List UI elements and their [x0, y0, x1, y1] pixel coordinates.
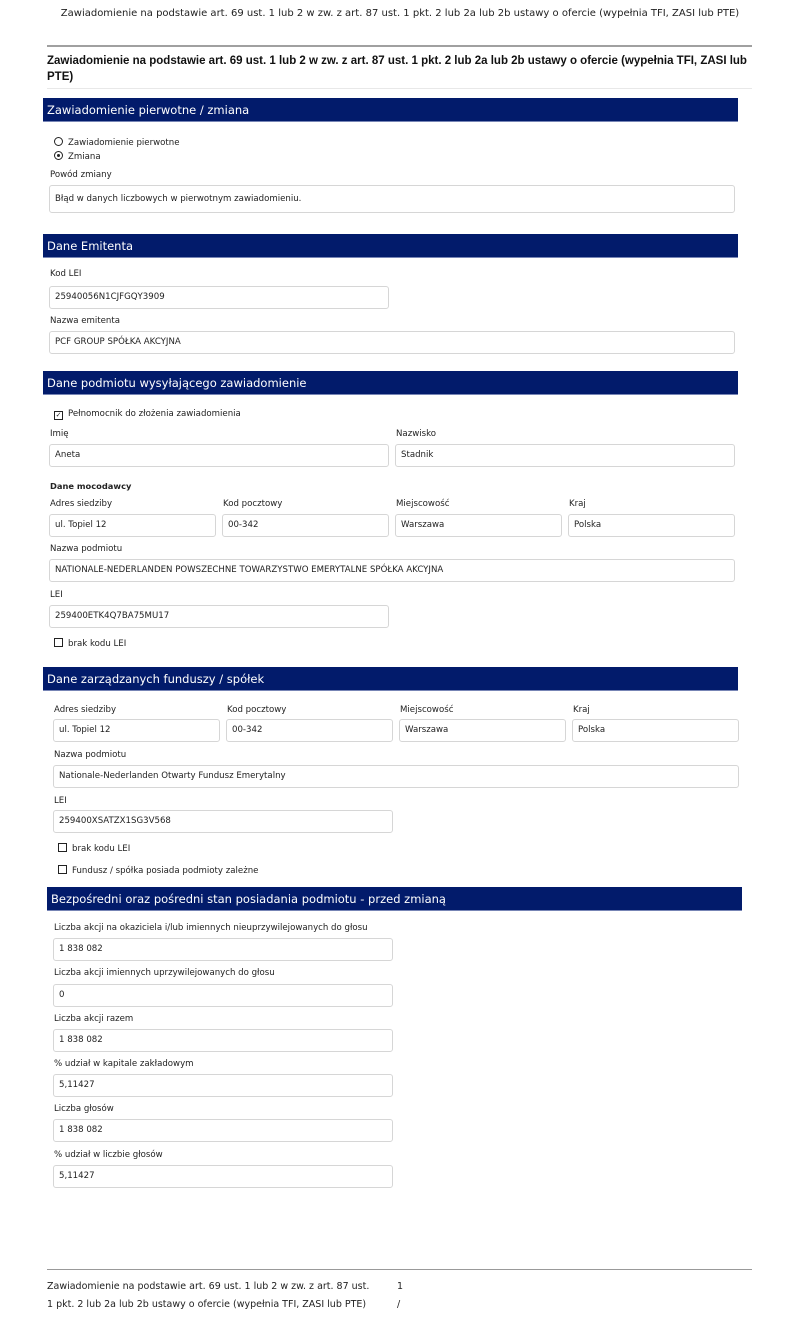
checkbox-unchecked-icon[interactable]: [58, 843, 67, 852]
section-header-sender: Dane podmiotu wysyłającego zawiadomienie: [43, 371, 738, 395]
last-name-label: Nazwisko: [396, 429, 437, 439]
address-label: Adres siedziby: [50, 499, 113, 509]
lei-label: LEI: [50, 590, 63, 600]
divider: [47, 45, 752, 47]
fund-no-lei-checkbox[interactable]: [58, 843, 130, 854]
checkbox-unchecked-icon[interactable]: [58, 865, 67, 874]
section-header-holdings-before: Bezpośredni oraz pośredni stan posiadania podmiotu - przed zmianą: [47, 887, 742, 911]
holding-label: % udział w kapitale zakładowym: [54, 1059, 194, 1069]
radio-change[interactable]: [54, 151, 101, 162]
fund-lei-field[interactable]: 259400XSATZX1SG3V568: [53, 810, 393, 833]
holding-label: Liczba głosów: [54, 1104, 114, 1114]
checkbox-label: brak kodu LEI: [72, 844, 131, 854]
fund-country-field[interactable]: Polska: [572, 719, 739, 742]
fund-name-field[interactable]: Nationale-Nederlanden Otwarty Fundusz Emerytalny: [53, 765, 739, 788]
fund-country-label: Kraj: [573, 705, 590, 715]
footer-text-line1: Zawiadomienie na podstawie art. 69 ust. 1 lub 2 w zw. z art. 87 ust.: [47, 1281, 370, 1292]
postal-label: Kod pocztowy: [223, 499, 283, 509]
holding-field[interactable]: 1 838 082: [53, 1119, 393, 1142]
postal-field[interactable]: 00-342: [222, 514, 389, 537]
no-lei-checkbox[interactable]: [54, 638, 126, 649]
holding-label: Liczba akcji na okaziciela i/lub imiennych nieuprzywilejowanych do głosu: [54, 923, 368, 933]
holding-field[interactable]: 5,11427: [53, 1074, 393, 1097]
holding-field[interactable]: 1 838 082: [53, 1029, 393, 1052]
document-header: Zawiadomienie na podstawie art. 69 ust. 1 lub 2 w zw. z art. 87 ust. 1 pkt. 2 lub 2a lub 2b ustawy o ofercie (wypełnia TFI, ZASI lub PTE): [60, 8, 740, 19]
country-field[interactable]: Polska: [568, 514, 735, 537]
fund-city-label: Miejscowość: [400, 705, 454, 715]
section-header-notification-type: Zawiadomienie pierwotne / zmiana: [43, 98, 738, 122]
holding-field[interactable]: 0: [53, 984, 393, 1007]
fund-address-label: Adres siedziby: [54, 705, 117, 715]
radio-unchecked-icon[interactable]: [54, 137, 63, 146]
footer-page-number: 1: [397, 1281, 404, 1292]
country-label: Kraj: [569, 499, 586, 509]
fund-city-field[interactable]: Warszawa: [399, 719, 566, 742]
checkbox-label: Pełnomocnik do złożenia zawiadomienia: [68, 409, 241, 419]
divider: [47, 88, 752, 89]
checkbox-checked-icon[interactable]: ✓: [55, 411, 62, 419]
issuer-lei-field[interactable]: 25940056N1CJFGQY3909: [49, 286, 389, 309]
page-title: Zawiadomienie na podstawie art. 69 ust. 1 lub 2 w zw. z art. 87 ust. 1 pkt. 2 lub 2a lub 2b ustawy o ofercie (wypełnia TFI, ZASI lub PTE): [47, 55, 747, 83]
holding-label: Liczba akcji imiennych uprzywilejowanych do głosu: [54, 968, 275, 978]
section-header-issuer: Dane Emitenta: [43, 234, 738, 258]
proxy-checkbox[interactable]: [54, 409, 241, 420]
radio-original[interactable]: [54, 137, 180, 148]
footer-text-line2: 1 pkt. 2 lub 2a lub 2b ustawy o ofercie (wypełnia TFI, ZASI lub PTE): [47, 1299, 367, 1310]
footer-divider: [47, 1269, 752, 1270]
radio-label: Zmiana: [68, 152, 101, 162]
issuer-name-label: Nazwa emitenta: [50, 316, 121, 326]
fund-postal-label: Kod pocztowy: [227, 705, 287, 715]
issuer-name-field[interactable]: PCF GROUP SPÓŁKA AKCYJNA: [49, 331, 735, 354]
holding-label: Liczba akcji razem: [54, 1014, 134, 1024]
checkbox-unchecked-icon[interactable]: [54, 638, 63, 647]
entity-name-label: Nazwa podmiotu: [50, 544, 123, 554]
checkbox-label: Fundusz / spółka posiada podmioty zależne: [72, 866, 259, 876]
fund-lei-label: LEI: [54, 796, 67, 806]
radio-checked-icon[interactable]: [54, 151, 63, 160]
city-field[interactable]: Warszawa: [395, 514, 562, 537]
subsidiaries-checkbox[interactable]: [58, 865, 258, 876]
entity-name-field[interactable]: NATIONALE-NEDERLANDEN POWSZECHNE TOWARZYSTWO EMERYTALNE SPÓŁKA AKCYJNA: [49, 559, 735, 582]
reason-field[interactable]: Błąd w danych liczbowych w pierwotnym zawiadomieniu.: [49, 185, 735, 213]
city-label: Miejscowość: [396, 499, 450, 509]
fund-name-label: Nazwa podmiotu: [54, 750, 127, 760]
address-field[interactable]: ul. Topiel 12: [49, 514, 216, 537]
holding-label: % udział w liczbie głosów: [54, 1150, 163, 1160]
issuer-lei-label: Kod LEI: [50, 269, 82, 279]
holding-field[interactable]: 1 838 082: [53, 938, 393, 961]
principal-heading: Dane mocodawcy: [50, 481, 132, 491]
footer-page-separator: /: [397, 1299, 401, 1310]
last-name-field[interactable]: Stadnik: [395, 444, 735, 467]
fund-address-field[interactable]: ul. Topiel 12: [53, 719, 220, 742]
first-name-field[interactable]: Aneta: [49, 444, 389, 467]
section-header-managed-funds: Dane zarządzanych funduszy / spółek: [43, 667, 738, 691]
reason-label: Powód zmiany: [50, 170, 112, 180]
first-name-label: Imię: [50, 429, 69, 439]
radio-label: Zawiadomienie pierwotne: [68, 138, 180, 148]
checkbox-label: brak kodu LEI: [68, 639, 127, 649]
lei-field[interactable]: 259400ETK4Q7BA75MU17: [49, 605, 389, 628]
fund-postal-field[interactable]: 00-342: [226, 719, 393, 742]
holding-field[interactable]: 5,11427: [53, 1165, 393, 1188]
